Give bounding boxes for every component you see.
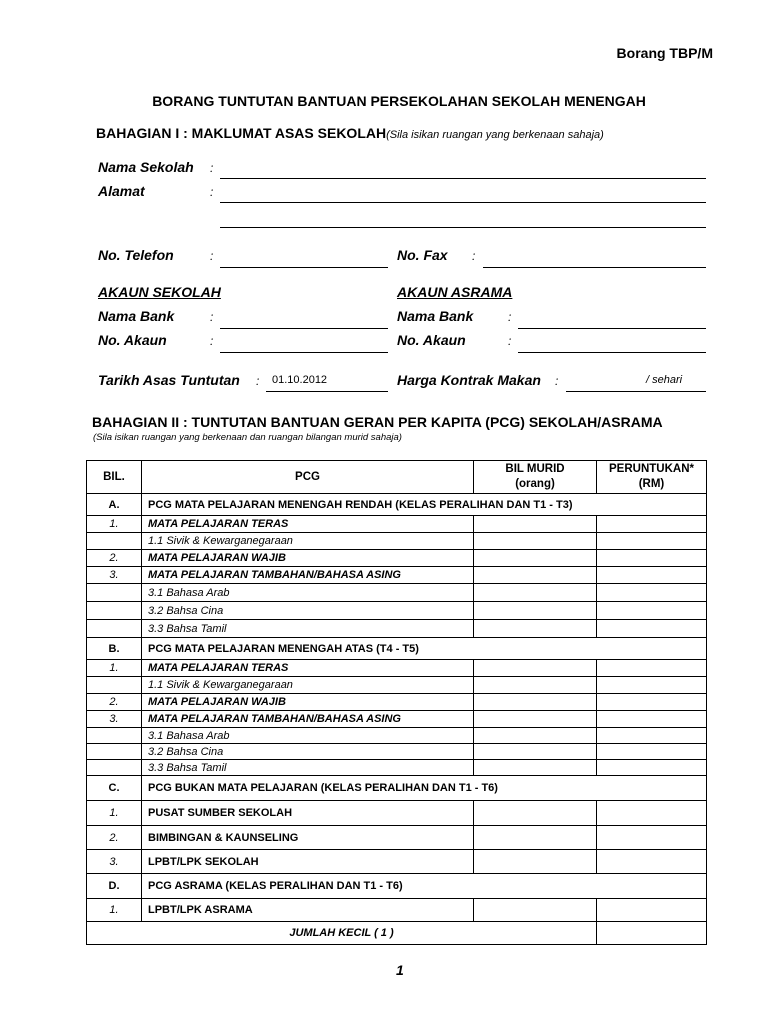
row-label: MATA PELAJARAN WAJIB [142, 694, 474, 711]
row-number: 3. [87, 711, 142, 728]
fax-field[interactable] [483, 267, 706, 268]
table-row [87, 602, 707, 620]
row-label: 3.1 Bahasa Arab [142, 728, 474, 744]
row-number: 2. [87, 550, 142, 567]
header-bil: BIL. [87, 461, 142, 494]
peruntukan-cell[interactable] [597, 620, 707, 638]
section-letter: D. [87, 874, 142, 899]
row-number: 2. [87, 694, 142, 711]
section-title: PCG BUKAN MATA PELAJARAN (KELAS PERALIHAN DAN T1 - T6) [142, 776, 707, 801]
peruntukan-cell[interactable] [597, 899, 707, 922]
part1-heading: BAHAGIAN I : MAKLUMAT ASAS SEKOLAH [96, 125, 387, 141]
part1-note: (Sila isikan ruangan yang berkenaan sahaja) [386, 129, 604, 141]
row-label: MATA PELAJARAN TAMBAHAN/BAHASA ASING [142, 711, 474, 728]
section-letter: B. [87, 638, 142, 660]
header-pcg: PCG [142, 461, 474, 494]
row-label: 3.2 Bahsa Cina [142, 602, 474, 620]
bil-murid-cell[interactable] [474, 620, 597, 638]
table-row [87, 584, 707, 602]
sekolah-no-akaun-label: No. Akaun [98, 332, 167, 348]
akaun-asrama-heading: AKAUN ASRAMA [397, 284, 513, 300]
table-row [87, 801, 707, 826]
row-label: 3.1 Bahasa Arab [142, 584, 474, 602]
peruntukan-cell[interactable] [597, 533, 707, 550]
alamat-label: Alamat [98, 183, 145, 199]
header-bil-murid [474, 461, 597, 494]
bil-murid-cell[interactable] [474, 550, 597, 567]
alamat-field-1[interactable] [220, 202, 706, 203]
bil-murid-cell[interactable] [474, 677, 597, 694]
bil-murid-cell[interactable] [474, 567, 597, 584]
row-label: 1.1 Sivik & Kewarganegaraan [142, 533, 474, 550]
table-row [87, 660, 707, 677]
row-number [87, 744, 142, 760]
colon: : [210, 334, 214, 348]
total-row [87, 922, 707, 945]
header-bil-murid-line1: BIL MURID [505, 463, 565, 475]
section-title: PCG ASRAMA (KELAS PERALIHAN DAN T1 - T6) [142, 874, 707, 899]
row-label: LPBT/LPK ASRAMA [142, 899, 474, 922]
peruntukan-cell[interactable] [597, 826, 707, 850]
pcg-table [86, 460, 707, 945]
bil-murid-cell[interactable] [474, 602, 597, 620]
table-row [87, 677, 707, 694]
bil-murid-cell[interactable] [474, 826, 597, 850]
section-letter: C. [87, 776, 142, 801]
tarikh-value[interactable]: 01.10.2012 [272, 374, 328, 386]
peruntukan-cell[interactable] [597, 516, 707, 533]
row-number: 1. [87, 660, 142, 677]
part2-note: (Sila isikan ruangan yang berkenaan dan ruangan bilangan murid sahaja) [93, 432, 402, 443]
sekolah-nama-bank-label: Nama Bank [98, 308, 175, 324]
peruntukan-cell[interactable] [597, 850, 707, 874]
form-title: BORANG TUNTUTAN BANTUAN PERSEKOLAHAN SEKOLAH MENENGAH [152, 93, 646, 109]
table-row [87, 620, 707, 638]
section-title: PCG MATA PELAJARAN MENENGAH ATAS (T4 - T5) [142, 638, 707, 660]
row-number: 2. [87, 826, 142, 850]
row-number: 3. [87, 850, 142, 874]
peruntukan-cell[interactable] [597, 677, 707, 694]
fax-label: No. Fax [397, 247, 448, 263]
bil-murid-cell[interactable] [474, 694, 597, 711]
table-row [87, 711, 707, 728]
row-number [87, 602, 142, 620]
row-number: 1. [87, 801, 142, 826]
table-row [87, 744, 707, 760]
bil-murid-cell[interactable] [474, 516, 597, 533]
tarikh-label: Tarikh Asas Tuntutan [98, 372, 240, 388]
bil-murid-cell[interactable] [474, 533, 597, 550]
colon: : [508, 334, 512, 348]
section-row [87, 638, 707, 660]
row-label: LPBT/LPK SEKOLAH [142, 850, 474, 874]
section-letter: A. [87, 494, 142, 516]
row-number: 1. [87, 899, 142, 922]
form-code: Borang TBP/M [616, 45, 713, 61]
row-label: PUSAT SUMBER SEKOLAH [142, 801, 474, 826]
peruntukan-cell[interactable] [597, 660, 707, 677]
row-number: 1. [87, 516, 142, 533]
telefon-field[interactable] [220, 267, 388, 268]
bil-murid-cell[interactable] [474, 711, 597, 728]
header-bil-murid-line2: (orang) [515, 478, 555, 490]
row-label: MATA PELAJARAN TERAS [142, 660, 474, 677]
harga-unit: / sehari [646, 374, 683, 386]
row-label: 3.3 Bahsa Tamil [142, 760, 474, 776]
row-label: MATA PELAJARAN TERAS [142, 516, 474, 533]
row-label: BIMBINGAN & KAUNSELING [142, 826, 474, 850]
peruntukan-cell[interactable] [597, 760, 707, 776]
peruntukan-cell[interactable] [597, 584, 707, 602]
row-number: 3. [87, 567, 142, 584]
nama-sekolah-field[interactable] [220, 178, 706, 179]
asrama-nama-bank-label: Nama Bank [397, 308, 474, 324]
colon: : [210, 310, 214, 324]
table-row [87, 533, 707, 550]
nama-sekolah-label: Nama Sekolah [98, 159, 194, 175]
bil-murid-cell[interactable] [474, 760, 597, 776]
bil-murid-cell[interactable] [474, 850, 597, 874]
section-title: PCG MATA PELAJARAN MENENGAH RENDAH (KELAS PERALIHAN DAN T1 - T3) [142, 494, 707, 516]
colon: : [508, 310, 512, 324]
row-label: 1.1 Sivik & Kewarganegaraan [142, 677, 474, 694]
part2-heading: BAHAGIAN II : TUNTUTAN BANTUAN GERAN PER KAPITA (PCG) SEKOLAH/ASRAMA [92, 414, 663, 430]
bil-murid-cell[interactable] [474, 584, 597, 602]
peruntukan-cell[interactable] [597, 711, 707, 728]
table-row [87, 694, 707, 711]
harga-field[interactable] [566, 391, 706, 392]
row-label: MATA PELAJARAN TAMBAHAN/BAHASA ASING [142, 567, 474, 584]
harga-label: Harga Kontrak Makan [397, 372, 541, 388]
colon: : [210, 249, 214, 263]
telefon-label: No. Telefon [98, 247, 174, 263]
table-row [87, 899, 707, 922]
table-row [87, 550, 707, 567]
part1-heading-row [96, 125, 604, 143]
table-row [87, 728, 707, 744]
colon: : [555, 374, 559, 388]
peruntukan-cell[interactable] [597, 567, 707, 584]
section-row [87, 874, 707, 899]
peruntukan-cell[interactable] [597, 550, 707, 567]
alamat-field-2[interactable] [220, 227, 706, 228]
peruntukan-cell[interactable] [597, 801, 707, 826]
header-peruntukan [597, 461, 707, 494]
row-number [87, 584, 142, 602]
section-row [87, 494, 707, 516]
asrama-no-akaun-field[interactable] [518, 352, 706, 353]
sekolah-no-akaun-field[interactable] [220, 352, 388, 353]
akaun-sekolah-heading: AKAUN SEKOLAH [98, 284, 221, 300]
header-peruntukan-line1: PERUNTUKAN* [609, 463, 694, 475]
table-row [87, 516, 707, 533]
peruntukan-cell[interactable] [597, 744, 707, 760]
header-peruntukan-line2: (RM) [638, 478, 665, 490]
total-label: JUMLAH KECIL ( 1 ) [87, 922, 597, 945]
asrama-no-akaun-label: No. Akaun [397, 332, 466, 348]
table-header-row [87, 461, 707, 494]
peruntukan-cell[interactable] [597, 694, 707, 711]
peruntukan-cell[interactable] [597, 602, 707, 620]
row-label: 3.2 Bahsa Cina [142, 744, 474, 760]
row-number [87, 533, 142, 550]
row-number [87, 620, 142, 638]
table-row [87, 850, 707, 874]
colon: : [256, 374, 260, 388]
row-number [87, 728, 142, 744]
bil-murid-cell[interactable] [474, 744, 597, 760]
colon: : [210, 185, 214, 199]
row-number [87, 760, 142, 776]
tarikh-field[interactable] [266, 391, 388, 392]
sekolah-nama-bank-field[interactable] [220, 328, 388, 329]
peruntukan-cell[interactable] [597, 728, 707, 744]
asrama-nama-bank-field[interactable] [518, 328, 706, 329]
section-row [87, 776, 707, 801]
row-label: 3.3 Bahsa Tamil [142, 620, 474, 638]
row-number [87, 677, 142, 694]
table-row [87, 760, 707, 776]
bil-murid-cell[interactable] [474, 728, 597, 744]
bil-murid-cell[interactable] [474, 899, 597, 922]
colon: : [210, 161, 214, 175]
colon: : [472, 249, 476, 263]
total-cell[interactable] [597, 922, 707, 945]
bil-murid-cell[interactable] [474, 801, 597, 826]
bil-murid-cell[interactable] [474, 660, 597, 677]
row-label: MATA PELAJARAN WAJIB [142, 550, 474, 567]
page-number: 1 [396, 962, 404, 978]
table-row [87, 567, 707, 584]
table-row [87, 826, 707, 850]
